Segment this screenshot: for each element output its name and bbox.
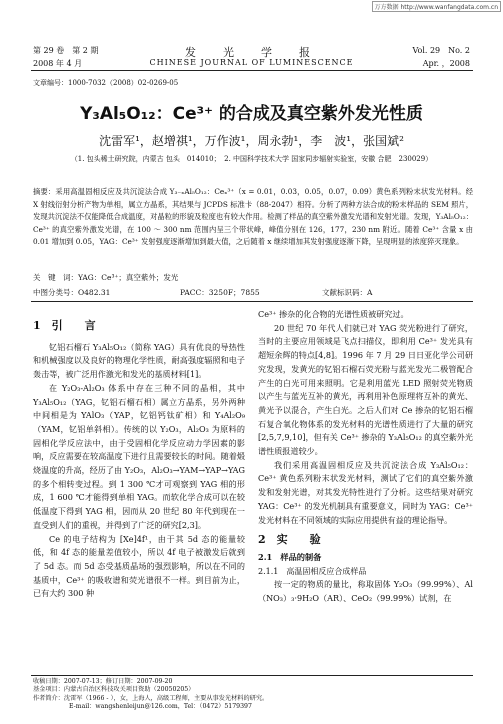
header-volume: 第 29 卷 第 2 期	[33, 46, 99, 55]
header-journal-cn: 发 光 学 报	[185, 46, 318, 59]
header-date-en: Apr. ，2008	[422, 59, 470, 68]
footnote-contact: E-mail：wangshenleijun@126.com，Tel：（0472）5179397	[69, 703, 252, 711]
document-code: 文献标识码：A	[322, 288, 373, 297]
paragraph: 20 世纪 70 年代人们就已对 YAG 荧光粉进行了研究，当时的主要应用领域是飞点扫描仪，即利用 Ce³⁺ 发光具有超短余辉的特点[4,8]。1996 年 7 月 29 日日亚化学公司研究发现，发黄光的钇铝石榴石荧光粉与蓝光发光二极管配合产生的白光可用来照明。它是利用蓝光 LED 照射荧光物质以产生与蓝光互补的黄光，再利用补色原理将互补的黄光、黄光予以混合，产生白光。之后人们对 Ce 掺杂的钇铝石榴石复合氧化物体系的发光材料的光谱性质进行了大量的研究[2,5,7,9,10]，但有关 Ce³⁺ 掺杂的 Y₃Al₅O₁₂ 的真空紫外光谱性质报道较少。	[258, 322, 473, 457]
header-date: 2008 年 4 月	[33, 59, 83, 68]
paragraph: 我们采用高温固相反应及共沉淀法合成 Y₃Al₅O₁₂：Ce³⁺ 黄色系列粉末状发光材料，测试了它们的真空紫外激发和发射光谱，对其发光特性进行了分析。这些结果对研究 YAG：Ce³⁺ 的发光机制具有重要意义，同时为 YAG：Ce³⁺ 发光材料在不同领域的实际应用提供有益的理论指导。	[258, 459, 473, 525]
pacc-code: PACC：3250F；7855	[180, 288, 260, 297]
abstract: 摘要：采用高温固相反应及共沉淀法合成 Y₃₋ₓAl₅O₁₂：Ceₓ³⁺（x = 0.01，0.03，0.05，0.07，0.09）黄色系列粉末状发光材料。经 X 射线衍射分析产物为单相，属立方晶系，其结果与 JCPDS 标准卡（88-2047）相符。分析了两种方法合成的粉末样品的 SEM 照片，发现共沉淀法不仅能降低合成温度，对晶粒的形貌及粒度也有较大作用。检测了样品的真空紫外激发光谱和发射光谱。发现，Y₃Al₅O₁₂：Ce³⁺ 的真空紫外激发光谱，在 100 ～ 300 nm 范围内呈三个带状峰，峰值分别在 126，177，230 nm 附近。随着 Ce³⁺ 含量 x 由 0.01 增加到 0.05，YAG：Ce³⁺ 发射强度逐渐增加到最大值，之后随着 x 继续增加其发射强度逐渐下降，呈现明显的浓度猝灭现象。	[33, 187, 473, 247]
footnote-rule	[31, 675, 473, 676]
right-column	[258, 308, 473, 606]
header-journal-en: CHINESE JOURNAL OF LUMINESCENCE	[149, 58, 354, 67]
keywords: 关 键 词：YAG：Ce³⁺；真空紫外；发光	[33, 273, 179, 282]
footnote-funding: 基金项目：内蒙古自治区科技攻关项目资助（20050205）	[33, 686, 195, 694]
clc-number: 中图分类号：O482.31	[33, 288, 111, 297]
paragraph: Ce³⁺ 掺杂的化合物的光谱性质被研究过。	[258, 309, 409, 319]
subsection-sample-prep: 2.1 样品的制备	[258, 551, 322, 562]
section-experiment: 2 实 验	[258, 533, 321, 547]
header-rule	[31, 70, 473, 71]
affiliation: （1. 包头稀土研究院，内蒙古 包头 014010； 2. 中国科学技术大学 国家同步辐射实验室，安徽 合肥 230029）	[70, 155, 433, 163]
abstract-rule	[31, 301, 473, 302]
left-column	[33, 315, 245, 601]
paragraph: 在 Y₂O₃-Al₂O₃ 体系中存在三种不同的晶相，其中 Y₃Al₅O₁₂（YAG，钇铝石榴石相）属立方晶系，另外两种中间相是为 YAlO₃（YAP，钇铝钙钛矿相）和 Y₄Al₂O₉（YAM，钇铝单斜相）。传统的以 Y₂O₃，Al₂O₃ 为原料的固相化学反应法中，由于受固相化学反应动力学因素的影响，反应需要在较高温度下进行且需要较长的时间。随着煅烧温度的升高，经历了由 Y₂O₃，Al₂O₃→YAM→YAP→YAG 的多个相转变过程。到 1 300 ℃才可观察到 YAG 相的形成，1 600 ℃才能得到单相 YAG。而软化学合成可以在较低温度下得到 YAG 相，因而从 20 世纪 80 年代到现在一直受到人们的重视，并得到了广泛的研究[2,3]。	[33, 382, 245, 530]
subsubsection-solid-state: 2.1.1 高温固相反应合成样品	[258, 566, 367, 576]
paragraph: Ce 的电子结构为 [Xe]4f¹，由于其 5d 态的能量较低，和 4f 态的能量差值较小，所以 4f 电子被激发后就到了 5d 态。而 5d 态受基质晶场的强烈影响，所以在不同的基质中，Ce³⁺ 的吸收谱和荧光谱很不一样。到目前为止，已有大约 300 种	[33, 533, 245, 599]
paper-title: Y₃Al₅O₁₂：Ce³⁺ 的合成及真空紫外发光性质	[80, 104, 423, 124]
footnote-author: 作者简介：沈雷军（1966 - ），女，上海人，高级工程师，主要从事发光材料的研究。	[33, 694, 269, 702]
paragraph: 按一定的物质的量比，称取固体 Y₂O₃（99.99%）、Al（NO₃）₃·9H₂O（AR）、CeO₂（99.99%）试剂，在	[258, 579, 473, 604]
article-number: 文章编号：1000-7032（2008）02-0269-05	[33, 79, 179, 87]
footnote-received: 收稿日期：2007-07-13；修订日期：2007-09-20	[33, 678, 173, 685]
header-vol-en: Vol. 29 No. 2	[412, 46, 470, 55]
authors: 沈雷军¹，赵增祺¹，万作波¹，周永勃¹，李 波¹，张国斌²	[99, 134, 404, 148]
footnote	[33, 678, 473, 712]
section-introduction: 1 引 言	[33, 319, 96, 332]
watermark: 万方数据 http://www.wanfangdata.com.cn	[372, 1, 501, 12]
paragraph: 钇铝石榴石 Y₃Al₅O₁₂（简称 YAG）具有优良的导热性和机械强度以及良好的物理化学性质，耐高强度辐照和电子轰击等，被广泛用作激光和发光的基质材料[1]。	[33, 341, 245, 380]
